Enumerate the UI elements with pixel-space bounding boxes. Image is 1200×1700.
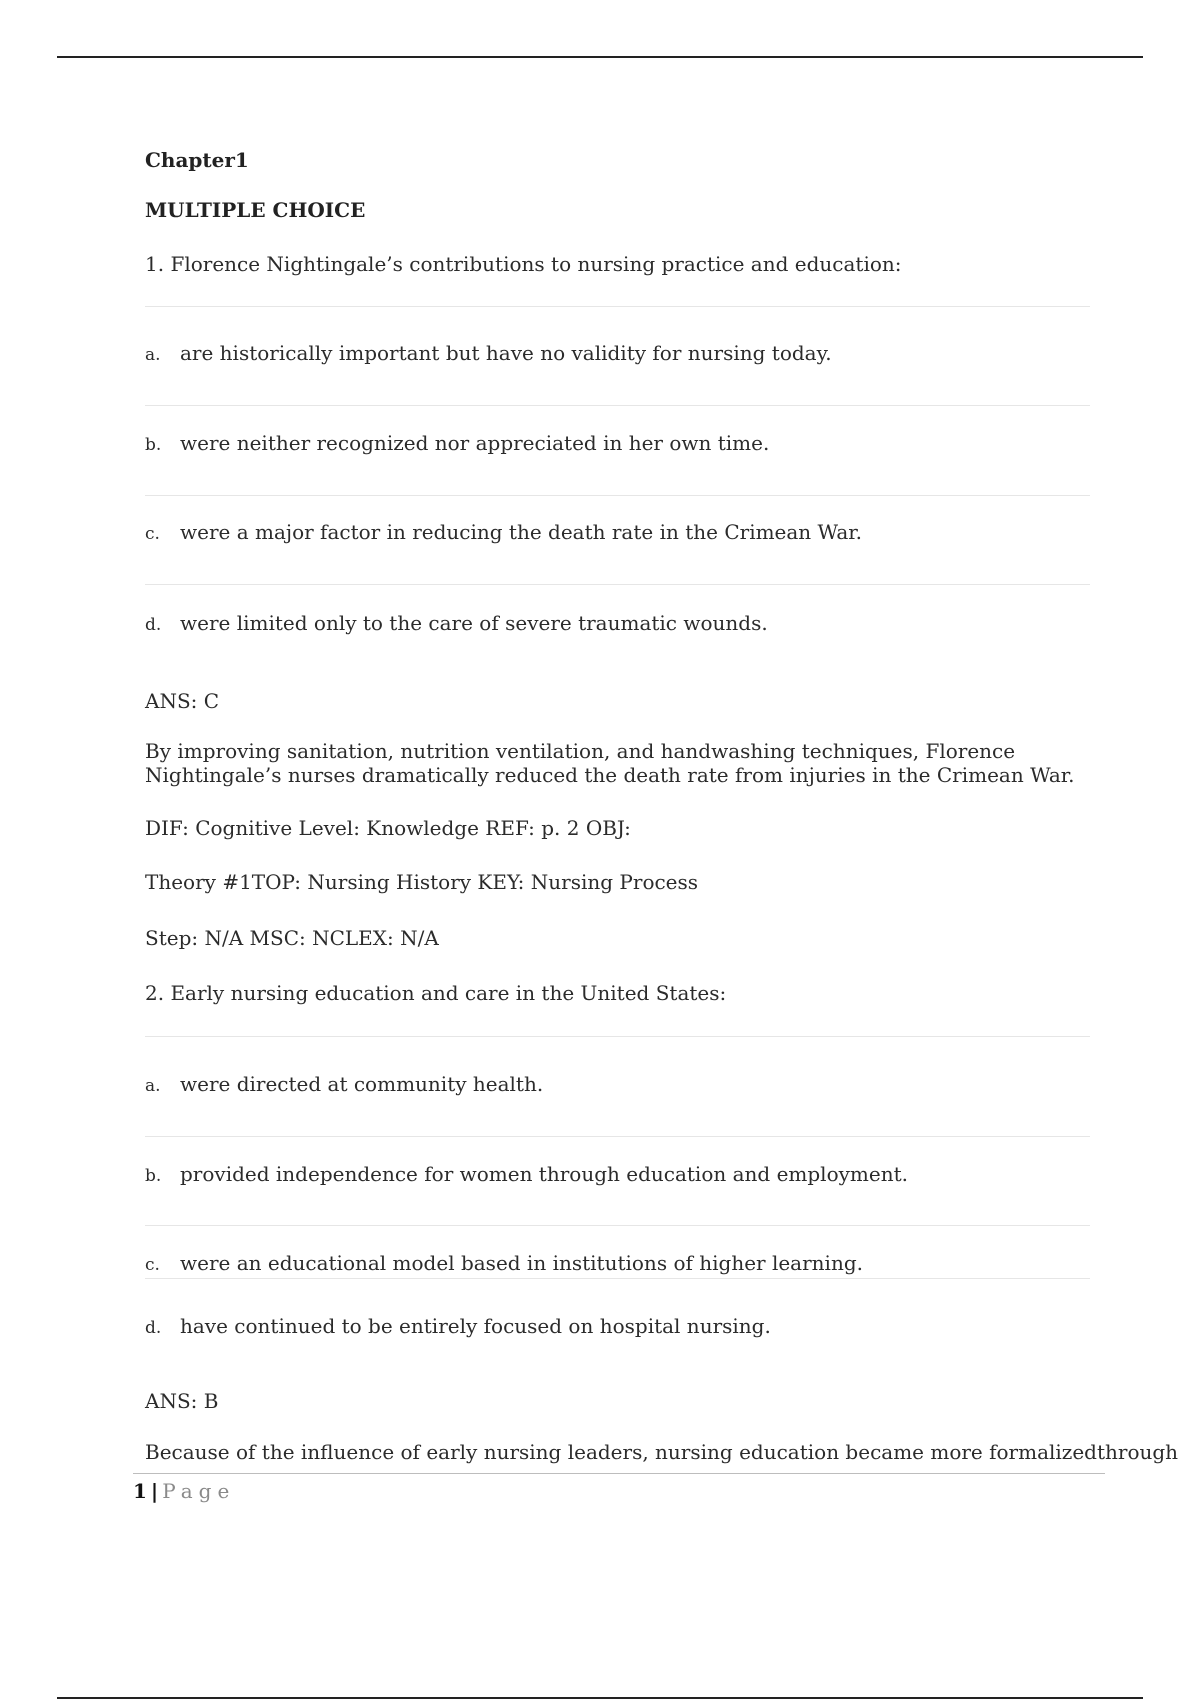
q2-option-c-letter: c. [145,1255,160,1275]
q2-option-b: provided independence for women through education and employment. [180,1162,908,1186]
q1-option-a: are historically important but have no validity for nursing today. [180,341,832,365]
page-label: Page [162,1479,236,1503]
q1-rationale: By improving sanitation, nutrition ventilation, and handwashing techniques, Florence Nightingale’s nurses dramatically reduced the death rate from injuries in the Crimean War. [145,739,1075,787]
footer-separator: | [150,1479,159,1503]
q2-option-a: were directed at community health. [180,1072,544,1096]
q1-option-c-letter: c. [145,524,160,544]
divider [145,306,1090,307]
q2-option-d: have continued to be entirely focused on hospital nursing. [180,1314,771,1338]
q2-option-c: were an educational model based in institutions of higher learning. [180,1251,863,1275]
q1-answer: ANS: C [145,689,220,713]
q1-option-b: were neither recognized nor appreciated in her own time. [180,431,770,455]
q2-option-b-letter: b. [145,1166,162,1186]
page-footer [133,1479,235,1503]
q1-option-d: were limited only to the care of severe traumatic wounds. [180,611,768,635]
q1-meta-step: Step: N/A MSC: NCLEX: N/A [145,926,439,950]
footer-rule [133,1473,1105,1474]
divider [145,1136,1090,1137]
q2-answer: ANS: B [145,1389,219,1413]
top-rule [57,56,1143,58]
divider [145,1278,1090,1279]
page-number: 1 [133,1479,147,1503]
q2-option-a-letter: a. [145,1076,161,1096]
divider [145,1225,1090,1226]
q1-option-d-letter: d. [145,615,162,635]
chapter-heading: Chapter1 [145,148,249,172]
divider [145,405,1090,406]
q1-meta-topic: Theory #1TOP: Nursing History KEY: Nursing Process [145,870,699,894]
section-heading: MULTIPLE CHOICE [145,198,366,222]
bottom-rule [57,1697,1143,1699]
q2-rationale: Because of the influence of early nursing leaders, nursing education became more formalizedthrough [145,1440,1179,1464]
question-2-stem: 2. Early nursing education and care in the United States: [145,981,727,1005]
q1-option-c: were a major factor in reducing the death rate in the Crimean War. [180,520,863,544]
divider [145,1036,1090,1037]
question-1-stem: 1. Florence Nightingale’s contributions to nursing practice and education: [145,252,902,276]
divider [145,584,1090,585]
q1-option-b-letter: b. [145,435,162,455]
q1-meta-difficulty: DIF: Cognitive Level: Knowledge REF: p. 2 OBJ: [145,816,631,840]
q2-option-d-letter: d. [145,1318,162,1338]
divider [145,495,1090,496]
q1-option-a-letter: a. [145,345,161,365]
